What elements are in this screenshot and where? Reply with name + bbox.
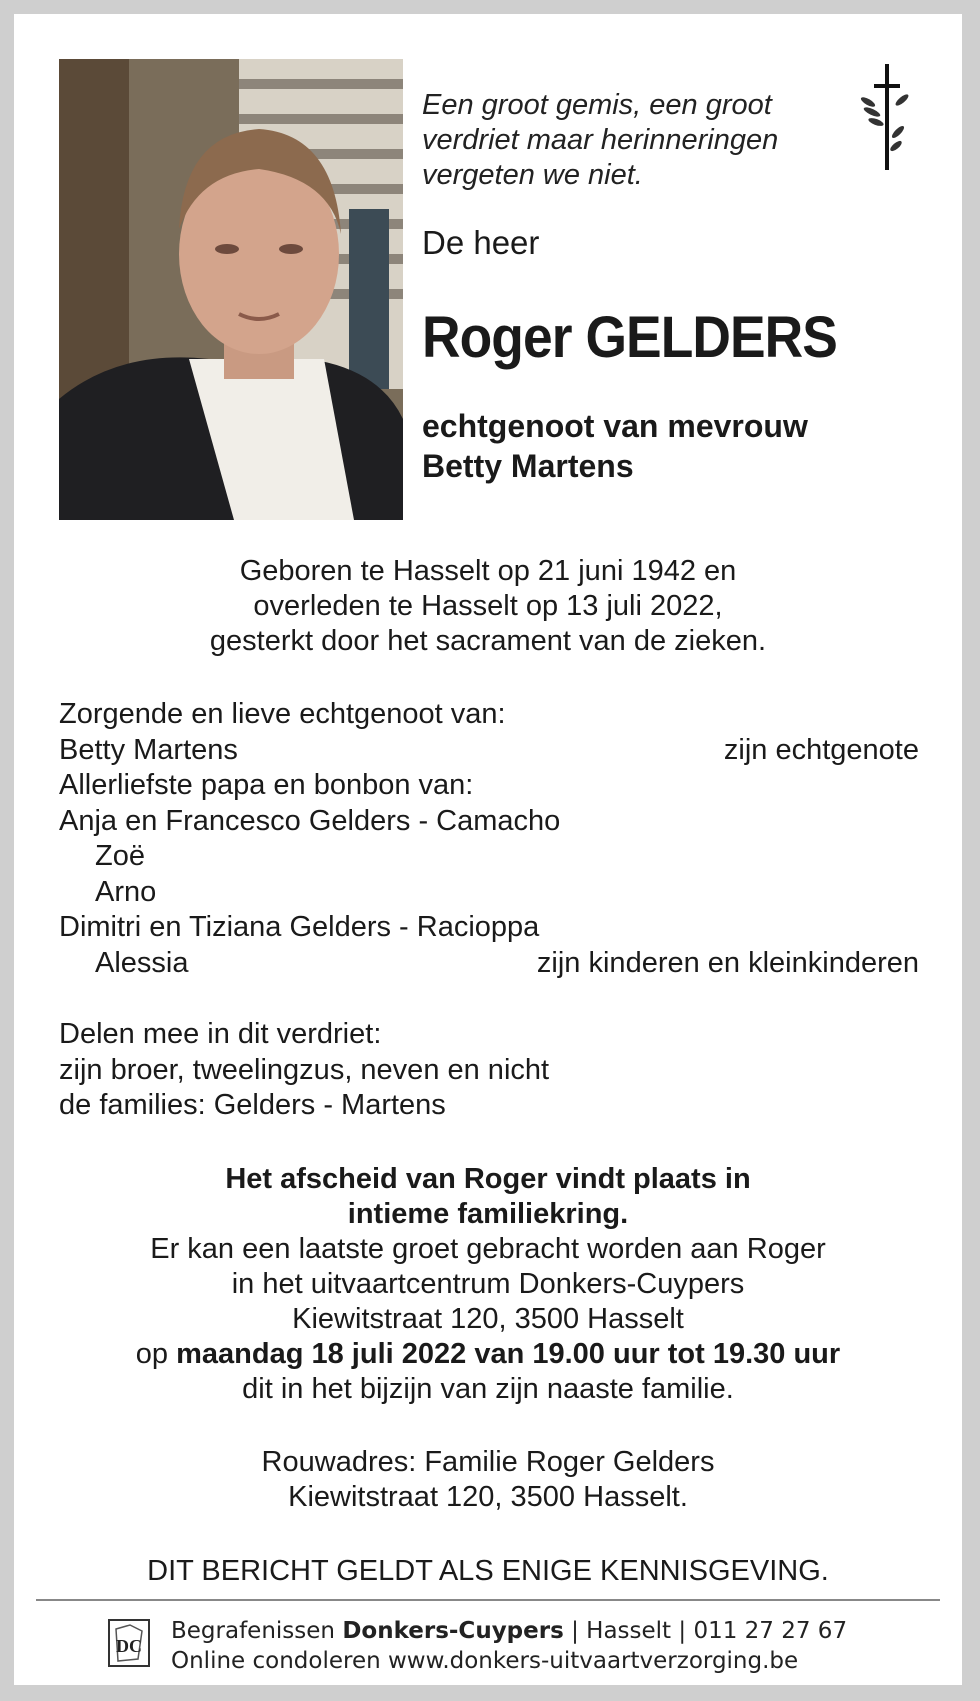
funeral-home-footer — [171, 1616, 847, 1676]
footer-prefix: Begrafenissen — [171, 1618, 335, 1644]
farewell-heading: Het afscheid van Roger vindt plaats in — [225, 1163, 751, 1195]
deceased-name: Roger GELDERS — [422, 305, 837, 370]
family-row — [59, 733, 919, 769]
family-member: Dimitri en Tiziana Gelders - Racioppa — [59, 911, 540, 943]
farewell-line: in het uitvaartcentrum Donkers-Cuypers — [231, 1268, 745, 1300]
footer-line-2[interactable]: Online condoleren www.donkers-uitvaartverzorging.be — [171, 1648, 799, 1674]
cross-icon — [852, 60, 924, 176]
family-row — [59, 946, 919, 982]
family-role: zijn echtgenote — [723, 733, 919, 766]
farewell-date-line — [14, 1337, 962, 1372]
family-member: Arno — [95, 875, 157, 908]
family-row — [59, 910, 919, 946]
family-member: Alessia — [95, 946, 189, 979]
share-line: Delen mee in dit verdriet: — [59, 1018, 382, 1050]
memorial-quote — [422, 88, 842, 193]
footer-divider — [36, 1599, 940, 1601]
sharing-grief — [59, 1017, 549, 1124]
family-row — [59, 697, 919, 733]
footer-line-1 — [171, 1616, 847, 1646]
family-member: Zoë — [95, 840, 145, 872]
funeral-home-logo-icon — [108, 1619, 150, 1667]
spouse-line — [422, 406, 808, 486]
farewell-info — [14, 1162, 962, 1407]
quote-line: verdriet maar herinneringen — [422, 124, 779, 156]
family-member: Anja en Francesco Gelders - Camacho — [59, 804, 561, 837]
birth-line: Geboren te Hasselt op 21 juni 1942 en — [239, 555, 737, 587]
death-line: overleden te Hasselt op 13 juli 2022, — [253, 590, 723, 622]
quote-line: vergeten we niet. — [422, 159, 643, 191]
family-heading: Zorgende en lieve echtgenoot van: — [59, 698, 506, 730]
spouse-line-1: echtgenoot van mevrouw — [422, 408, 808, 444]
family-member: Betty Martens — [59, 733, 238, 766]
family-heading: Allerliefste papa en bonbon van: — [59, 769, 474, 801]
share-line: de families: Gelders - Martens — [59, 1089, 446, 1121]
family-row — [59, 875, 919, 911]
family-row — [59, 768, 919, 804]
family-role: zijn kinderen en kleinkinderen — [536, 946, 919, 979]
notice-line: DIT BERICHT GELDT ALS ENIGE KENNISGEVING. — [147, 1555, 829, 1587]
family-row — [59, 839, 919, 875]
honorific: De heer — [422, 224, 540, 261]
footer-contact: | Hasselt | 011 27 27 67 — [571, 1618, 848, 1644]
farewell-line: Kiewitstraat 120, 3500 Hasselt — [292, 1303, 684, 1335]
share-line: zijn broer, tweelingzus, neven en nicht — [59, 1053, 550, 1086]
family-list — [59, 697, 919, 981]
address-line: Rouwadres: Familie Roger Gelders — [261, 1446, 715, 1478]
farewell-line: Er kan een laatste groet gebracht worden aan Roger — [150, 1233, 826, 1265]
spouse-line-2: Betty Martens — [422, 448, 634, 484]
sacrament-line: gesterkt door het sacrament van de zieken. — [209, 625, 767, 657]
svg-text:DC: DC — [116, 1636, 142, 1656]
address-line: Kiewitstraat 120, 3500 Hasselt. — [288, 1481, 688, 1513]
date-prefix: op — [135, 1338, 169, 1370]
company-name: Donkers-Cuypers — [342, 1618, 564, 1644]
family-row — [59, 804, 919, 840]
obituary-card — [14, 14, 962, 1685]
mourning-address — [14, 1445, 962, 1515]
farewell-line: dit in het bijzijn van zijn naaste familie. — [242, 1373, 734, 1405]
quote-line: Een groot gemis, een groot — [422, 89, 772, 121]
birth-death-info — [14, 554, 962, 659]
portrait-photo — [59, 59, 403, 520]
farewell-date: maandag 18 juli 2022 van 19.00 uur tot 19.30 uur — [176, 1338, 841, 1370]
farewell-heading: intieme familiekring. — [347, 1198, 629, 1230]
